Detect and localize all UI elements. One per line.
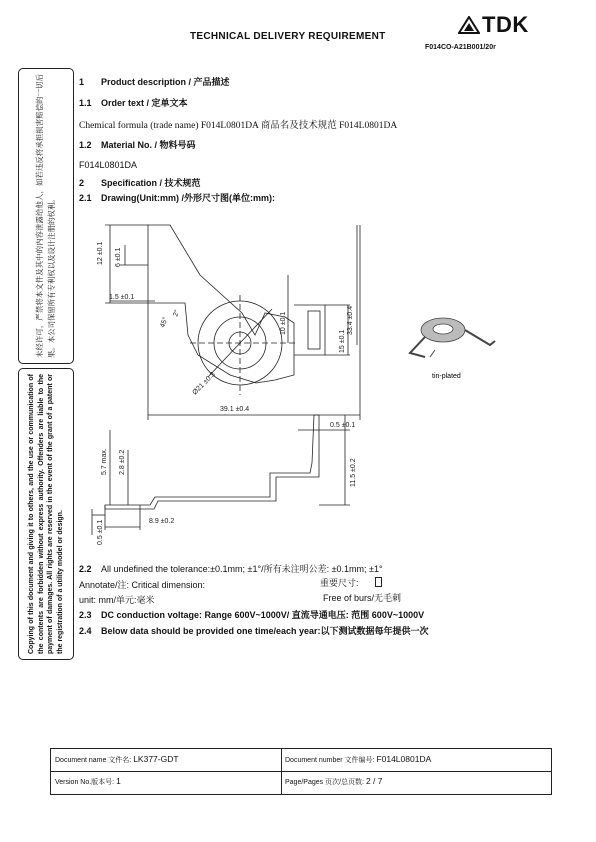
burs-note: Free of burs/无毛刺 bbox=[323, 593, 402, 603]
isometric-view bbox=[410, 318, 495, 380]
dim-10: 10 ±0.1 bbox=[280, 311, 287, 335]
confidentiality-text-en: Copying of this document and giving it to others, and the use or communication of the contents are forbidden without express authority. Offenders are liable to the payment of damages. All rights are reserved in the event of the grant of a patent or the registration of a utility model or design. bbox=[28, 374, 64, 654]
section-2-2: 2.2 All undefined the tolerance:±0.1mm; ±1°/所有未注明公差: ±0.1mm; ±1° bbox=[79, 564, 383, 574]
tdk-logo bbox=[458, 12, 529, 38]
dim-diameter-21: Ø21 ±0.3 bbox=[191, 371, 217, 397]
dim-15: 15 ±0.1 bbox=[339, 329, 346, 353]
version-cell: Version No.版本号: 1 bbox=[55, 776, 121, 786]
section-2-4: 2.4 Below data should be provided one time/each year:以下测试数据每年提供一次 bbox=[79, 626, 429, 636]
dim-2-8: 2.8 ±0.2 bbox=[119, 449, 126, 475]
section-1-heading: 1 Product description / 产品描述 bbox=[79, 77, 230, 87]
confidentiality-note-cn bbox=[18, 68, 74, 364]
footer-row-1 bbox=[51, 749, 551, 772]
dim-33-4: 33.4 ±0.4 bbox=[347, 305, 354, 335]
right-tab-inner bbox=[308, 311, 320, 349]
dim-8-9: 8.9 ±0.2 bbox=[149, 518, 175, 525]
dim-45deg: 45° bbox=[159, 316, 170, 329]
side-view-outline bbox=[105, 415, 319, 509]
unit-note: unit: mm/单元:毫米 bbox=[79, 595, 155, 605]
section-1-2-heading: 1.2 Material No. / 物料号码 bbox=[79, 140, 196, 150]
chemical-formula: Chemical formula (trade name) F014L0801DA 商品名及技术规范 F014L0801DA bbox=[79, 121, 398, 131]
docname-cell: Document name 文件名: LK377-GDT bbox=[55, 754, 179, 764]
top-view-outline bbox=[148, 225, 294, 383]
dim-11-5: 11.5 ±0.2 bbox=[350, 458, 357, 487]
isometric-label: tin-plated bbox=[432, 373, 461, 380]
tdk-logo-text: TDK bbox=[482, 12, 529, 37]
dim-0-5-bottom: 0.5 ±0.1 bbox=[97, 519, 104, 545]
dim-12: 12 ±0.1 bbox=[97, 241, 104, 265]
section-1-1-heading: 1.1 Order text / 定单文本 bbox=[79, 98, 188, 108]
critical-dimension-box-icon bbox=[375, 577, 382, 587]
docnumber-cell: Document number 文件编号: F014L0801DA bbox=[285, 754, 432, 764]
dim-1-5: 1.5 ±0.1 bbox=[109, 294, 135, 301]
material-number: F014L0801DA bbox=[79, 160, 138, 170]
pages-cell: Page/Pages 页次/总页数: 2 / 7 bbox=[285, 776, 383, 786]
section-2-1-heading: 2.1 Drawing(Unit:mm) /外形尺寸图(单位:mm): bbox=[79, 193, 275, 203]
dim-6: 6 ±0.1 bbox=[115, 247, 122, 267]
critical-dimension-cn: 重要尺寸: bbox=[320, 576, 382, 589]
tdk-logo-icon bbox=[458, 16, 480, 34]
dim-2deg: 2° bbox=[172, 308, 182, 318]
section-2-3: 2.3 DC conduction voltage: Range 600V~1000V/ 直流导通电压: 范围 600V~1000V bbox=[79, 610, 425, 620]
footer-row-2 bbox=[51, 771, 551, 793]
dim-5-7: 5.7 max. bbox=[101, 448, 108, 475]
confidentiality-note-en bbox=[18, 368, 74, 660]
footer-table bbox=[50, 748, 552, 795]
document-title: TECHNICAL DELIVERY REQUIREMENT bbox=[190, 31, 386, 42]
annotate-critical: Annotate/注: Critical dimension: bbox=[79, 580, 206, 590]
confidentiality-text-cn: 未经许可，严禁将本文件及其中的内容泄露给他人，如若违反将承担损害赔偿的一切后果。本公司保留所有专利权以及设计注册的权利。 bbox=[35, 74, 56, 358]
dim-0-5-top: 0.5 ±0.1 bbox=[330, 422, 356, 429]
dim-39-1: 39.1 ±0.4 bbox=[220, 406, 250, 413]
header-doc-number: F014CO-A21B001/20r bbox=[425, 44, 496, 51]
section-2-heading: 2 Specification / 技术规范 bbox=[79, 178, 201, 188]
technical-drawing bbox=[80, 205, 550, 560]
footer-divider bbox=[281, 749, 282, 794]
